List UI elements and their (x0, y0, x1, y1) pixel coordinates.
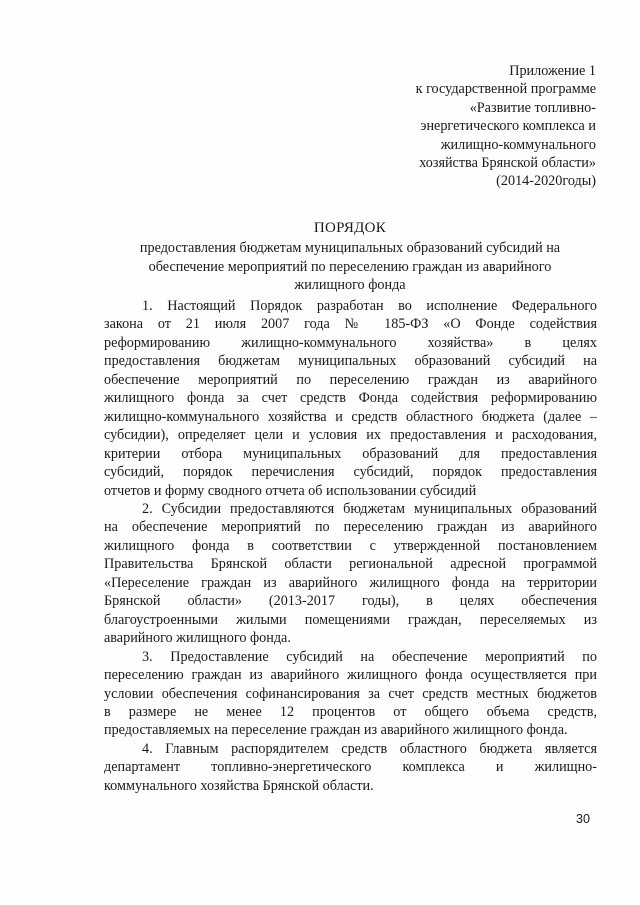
text-line: «Переселение граждан из аварийного жилищного фонда на территории (104, 574, 597, 591)
paragraph-4 (104, 740, 597, 795)
appendix-line: Приложение 1 (509, 63, 596, 79)
text-line: предоставления бюджетам муниципальных образований субсидий на (104, 353, 597, 370)
appendix-line: жилищно-коммунального (440, 136, 596, 153)
document-title: ПОРЯДОК (313, 220, 387, 236)
paragraph-1 (104, 297, 597, 500)
appendix-line: к государственной программе (415, 81, 596, 98)
subtitle-line: обеспечение мероприятий по переселению граждан из аварийного (148, 258, 552, 275)
document-body (104, 297, 597, 795)
text-line: субсидий, порядок перечисления субсидий, порядок предоставления (104, 464, 597, 481)
appendix-line: (2014-2020годы) (496, 173, 596, 190)
text-line: 2. Субсидии предоставляются бюджетам муниципальных образований (142, 500, 597, 517)
text-line: благоустроенными жилыми помещениями граждан, переселяемых из (104, 611, 597, 628)
text-line: Брянской области» (2013-2017 годы), в целях обеспечения (104, 593, 597, 610)
page-number: 30 (576, 812, 590, 826)
paragraph-3 (104, 648, 597, 740)
title-block (100, 218, 600, 295)
appendix-line: энергетического комплекса и (420, 118, 596, 135)
text-line: субсидии), определяет цели и условия их предоставления и расходования, (104, 427, 597, 444)
text-line: реформированию жилищно-коммунального хозяйства» в целях (104, 334, 597, 351)
text-line: в размере не менее 12 процентов от общего объема средств, (104, 703, 597, 720)
text-line: 3. Предоставление субсидий на обеспечение мероприятий по (142, 648, 597, 665)
text-line: условии обеспечения софинансирования за счет средств местных бюджетов (104, 685, 597, 702)
text-line: аварийного жилищного фонда. (104, 630, 291, 647)
appendix-header (380, 62, 596, 191)
text-line: жилищного фонда за счет средств Фонда содействия реформированию (104, 390, 597, 407)
text-line: жилищного фонда в соответствии с утвержденной постановлением (104, 537, 597, 554)
subtitle-line: предоставления бюджетам муниципальных образований субсидий на (139, 240, 561, 256)
text-line: критерии отбора муниципальных образований для предоставления (104, 445, 597, 462)
appendix-line: хозяйства Брянской области» (419, 155, 596, 172)
text-line: 4. Главным распорядителем средств областного бюджета является (142, 740, 597, 757)
paragraph-2 (104, 500, 597, 648)
text-line: предоставляемых на переселение граждан из аварийного жилищного фонда. (104, 722, 568, 739)
text-line: на обеспечение мероприятий по переселению граждан из аварийного (104, 519, 597, 536)
text-line: жилищно-коммунального хозяйства и средств областного бюджета (далее – (104, 408, 597, 425)
text-line: обеспечение мероприятий по переселению граждан из аварийного (104, 371, 597, 388)
document-subtitle (100, 239, 600, 295)
subtitle-line: жилищного фонда (294, 277, 406, 294)
text-line: отчетов и форму сводного отчета об использовании субсидий (104, 482, 477, 499)
text-line: 1. Настоящий Порядок разработан во исполнение Федерального (142, 298, 597, 314)
appendix-line: «Развитие топливно- (469, 99, 596, 116)
text-line: закона от 21 июля 2007 года № 185-ФЗ «О Фонде содействия (104, 316, 597, 333)
text-line: Правительства Брянской области региональной адресной программой (104, 556, 597, 573)
text-line: департамент топливно-энергетического комплекса и жилищно- (104, 759, 597, 776)
text-line: переселению граждан из аварийного жилищного фонда осуществляется при (104, 667, 597, 684)
text-line: коммунального хозяйства Брянской области. (104, 777, 374, 794)
